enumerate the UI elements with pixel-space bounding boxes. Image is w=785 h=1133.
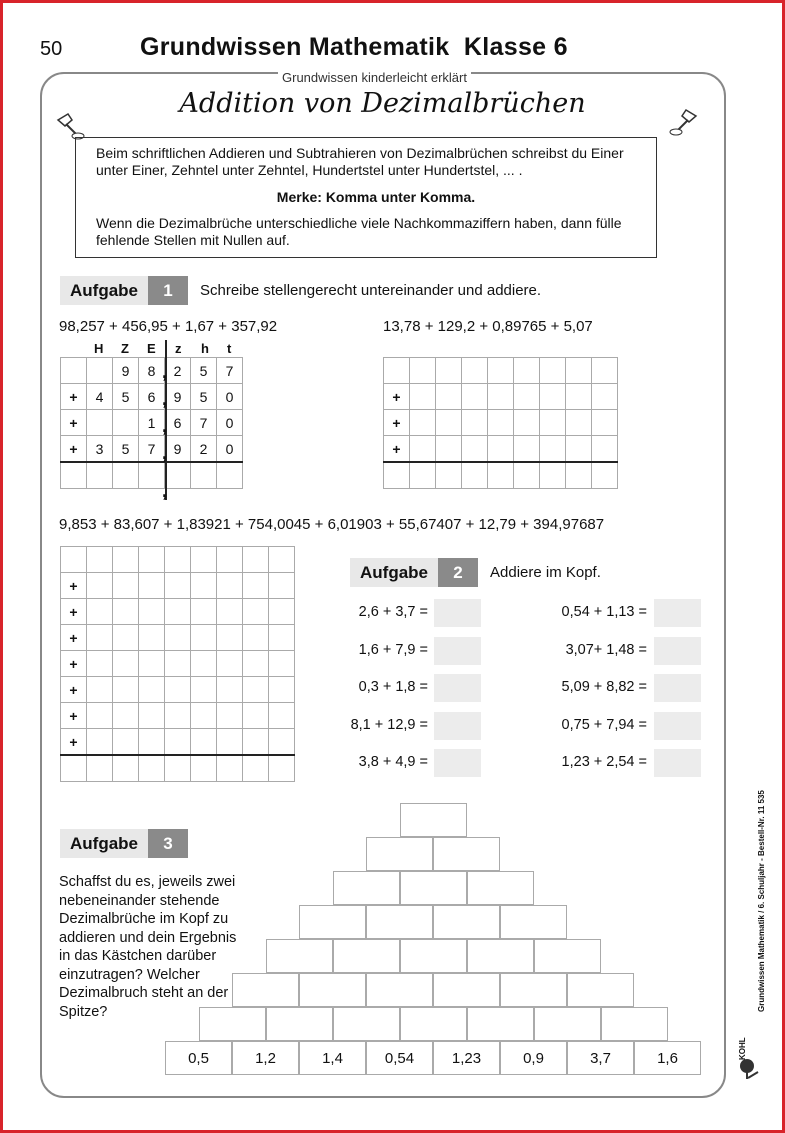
task2-label: Aufgabe <box>350 558 438 587</box>
pyramid-answer-cell[interactable] <box>400 939 467 973</box>
task3-label: Aufgabe <box>60 829 148 858</box>
grid-row: + 3 5 7 9 2 0 <box>61 436 243 463</box>
info-line1: Beim schriftlichen Addieren und Subtrahieren von Dezimalbrüchen schreibst du Einer unter Einer, Zehntel unter Zehntel, Hundertstel unter Hundertstel, ... . <box>96 145 624 178</box>
comma-mark: , <box>162 443 168 463</box>
task2-right-item: 0,75 + 7,94 = <box>561 717 647 733</box>
pyramid-answer-cell[interactable] <box>467 871 534 905</box>
comma-mark: , <box>162 416 168 436</box>
info-line2: Wenn die Dezimalbrüche unterschiedliche viele Nachkommaziffern haben, dann fülle fehlende Stellen mit Nullen auf. <box>96 215 622 248</box>
pyramid-answer-cell[interactable] <box>534 1007 601 1041</box>
task2-left-item: 3,8 + 4,9 = <box>358 754 428 770</box>
pyramid-answer-cell[interactable] <box>601 1007 668 1041</box>
task2-left-item: 8,1 + 12,9 = <box>350 717 428 733</box>
task3-text: Schaffst du es, jeweils zwei nebeneinander stehende Dezimalbrüche im Kopf zu addieren und dein Ergebnis in das Kästchen darüber einzutragen? Welcher Dezimalbruch steht an der Spitze? <box>59 874 237 1020</box>
pyramid-answer-cell[interactable] <box>199 1007 266 1041</box>
answer-box[interactable] <box>654 599 701 627</box>
pyramid-base-cell: 0,9 <box>500 1041 567 1075</box>
task3-header <box>60 829 188 858</box>
task1-expression-a: 98,257 + 456,95 + 1,67 + 357,92 <box>59 318 278 335</box>
pyramid-base-cell: 1,6 <box>634 1041 701 1075</box>
pyramid-answer-cell[interactable] <box>400 871 467 905</box>
grid-row: + 4 5 6 9 5 0 <box>61 384 243 410</box>
pyramid-answer-cell[interactable] <box>433 837 500 871</box>
answer-box[interactable] <box>434 637 481 665</box>
column-header: H <box>94 341 104 356</box>
pyramid-answer-cell[interactable] <box>567 973 634 1007</box>
task1-expression-c: 9,853 + 83,607 + 1,83921 + 754,0045 + 6,01903 + 55,67407 + 12,79 + 394,97687 <box>59 516 605 533</box>
task1-header <box>60 276 541 305</box>
pyramid-answer-cell[interactable] <box>400 803 467 837</box>
task2-number: 2 <box>438 558 478 587</box>
pyramid-answer-cell[interactable] <box>366 905 433 939</box>
pyramid-answer-cell[interactable] <box>433 973 500 1007</box>
example-grid <box>60 357 243 489</box>
side-imprint: Grundwissen Mathematik / 6. Schuljahr - Bestell-Nr. 11 535 <box>757 790 766 1012</box>
pyramid-answer-cell[interactable] <box>467 1007 534 1041</box>
answer-box[interactable] <box>434 674 481 702</box>
subtitle: Grundwissen kinderleicht erklärt <box>278 70 471 85</box>
column-header: E <box>147 341 156 356</box>
pyramid-answer-cell[interactable] <box>299 905 366 939</box>
column-header: t <box>227 341 232 356</box>
pyramid-base-cell: 0,54 <box>366 1041 433 1075</box>
pyramid-answer-cell[interactable] <box>366 973 433 1007</box>
pyramid-answer-cell[interactable] <box>400 1007 467 1041</box>
info-merke: Merke: Komma unter Komma. <box>276 189 476 205</box>
task2-left-item: 1,6 + 7,9 = <box>358 642 428 658</box>
task2-right-item: 5,09 + 8,82 = <box>561 679 647 695</box>
answer-grid-b[interactable]: + + + <box>383 357 618 489</box>
answer-box[interactable] <box>654 674 701 702</box>
answer-box[interactable] <box>654 749 701 777</box>
comma-mark: , <box>162 362 168 382</box>
task2-left-item: 0,3 + 1,8 = <box>358 679 428 695</box>
comma-mark: , <box>162 481 168 501</box>
grid-row: + 1 6 7 0 <box>61 410 243 436</box>
pyramid-answer-cell[interactable] <box>433 905 500 939</box>
pyramid-answer-cell[interactable] <box>500 905 567 939</box>
publisher-logo <box>738 1030 762 1076</box>
task2-right-item: 3,07+ 1,48 = <box>565 642 647 658</box>
grid-row: 9 8 2 5 7 <box>61 358 243 384</box>
pyramid-base-cell: 0,5 <box>165 1041 232 1075</box>
answer-box[interactable] <box>654 712 701 740</box>
pyramid-answer-cell[interactable] <box>299 973 366 1007</box>
pyramid-base-cell: 3,7 <box>567 1041 634 1075</box>
pyramid-answer-cell[interactable] <box>500 973 567 1007</box>
pyramid-answer-cell[interactable] <box>266 939 333 973</box>
answer-grid-c[interactable]: + + + + + + + <box>60 546 295 782</box>
task2-right-item: 0,54 + 1,13 = <box>561 604 647 620</box>
pyramid-base-cell: 1,2 <box>232 1041 299 1075</box>
task1-number: 1 <box>148 276 188 305</box>
answer-box[interactable] <box>434 749 481 777</box>
grid-row <box>61 462 243 489</box>
column-header: Z <box>121 341 129 356</box>
pyramid-base-cell: 1,4 <box>299 1041 366 1075</box>
pyramid-answer-cell[interactable] <box>333 939 400 973</box>
task2-right-item: 1,23 + 2,54 = <box>561 754 647 770</box>
answer-box[interactable] <box>654 637 701 665</box>
page-number: 50 <box>40 38 63 60</box>
pyramid-answer-cell[interactable] <box>232 973 299 1007</box>
section-title: Addition von Dezimalbrüchen <box>179 88 586 119</box>
pyramid-answer-cell[interactable] <box>266 1007 333 1041</box>
pyramid-base-cell: 1,23 <box>433 1041 500 1075</box>
pyramid-answer-cell[interactable] <box>333 871 400 905</box>
comma-mark: , <box>162 389 168 409</box>
tree-icon <box>738 1058 760 1080</box>
task2-instruction: Addiere im Kopf. <box>490 564 601 581</box>
publisher-logo-text: KOHL <box>738 1037 747 1060</box>
column-header: z <box>175 341 182 356</box>
task1-instruction: Schreibe stellengerecht untereinander und addiere. <box>200 282 542 299</box>
pyramid-answer-cell[interactable] <box>366 837 433 871</box>
pin-right-icon <box>662 108 702 138</box>
column-header: h <box>201 341 209 356</box>
info-text <box>96 145 656 249</box>
task1-expression-b: 13,78 + 129,2 + 0,89765 + 5,07 <box>383 318 593 335</box>
pyramid-answer-cell[interactable] <box>467 939 534 973</box>
pyramid-answer-cell[interactable] <box>333 1007 400 1041</box>
task1-label: Aufgabe <box>60 276 148 305</box>
task2-left-item: 2,6 + 3,7 = <box>358 604 428 620</box>
task2-header <box>350 558 601 587</box>
task3-number: 3 <box>148 829 188 858</box>
page-title: Grundwissen Mathematik Klasse 6 <box>140 33 568 61</box>
answer-box[interactable] <box>434 599 481 627</box>
pyramid-answer-cell[interactable] <box>534 939 601 973</box>
answer-box[interactable] <box>434 712 481 740</box>
